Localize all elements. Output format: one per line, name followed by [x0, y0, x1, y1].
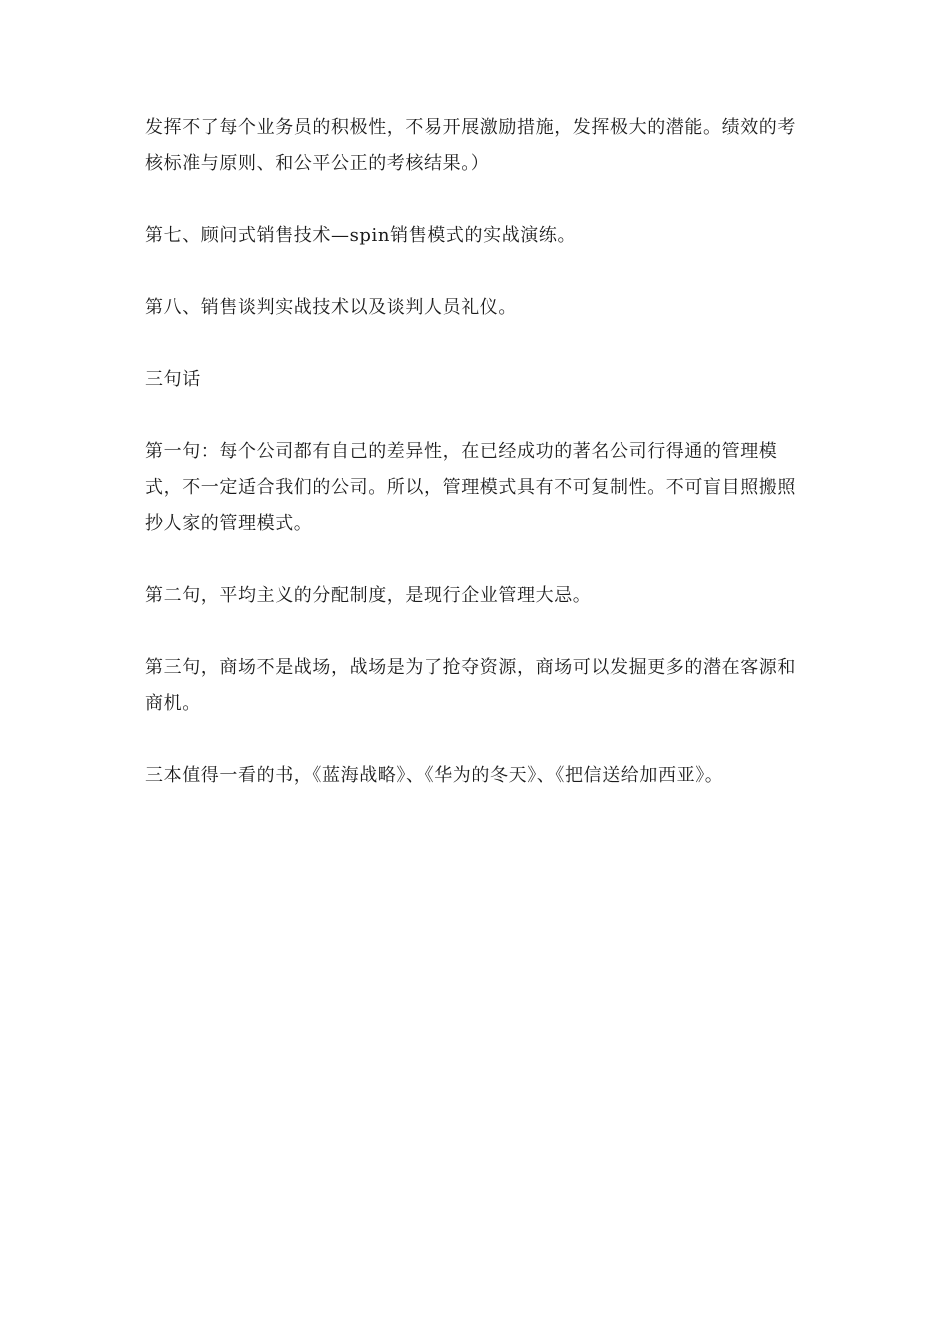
paragraph-performance-continued: 发挥不了每个业务员的积极性，不易开展激励措施，发挥极大的潜能。绩效的考核标准与原则、和公平公正的考核结果。） — [145, 117, 796, 174]
section-heading-three-sentences: 三句话 — [145, 369, 201, 390]
document-body — [145, 110, 810, 830]
paragraph-seventh-spin-selling: 第七、顾问式销售技术—spin销售模式的实战演练。 — [145, 225, 577, 246]
paragraph-eighth-negotiation: 第八、销售谈判实战技术以及谈判人员礼仪。 — [145, 297, 517, 318]
paragraph-first-sentence: 第一句：每个公司都有自己的差异性，在已经成功的著名公司行得通的管理模式，不一定适合我们的公司。所以，管理模式具有不可复制性。不可盲目照搬照抄人家的管理模式。 — [145, 441, 796, 534]
paragraph-three-books: 三本值得一看的书，《蓝海战略》、《华为的冬天》、《把信送给加西亚》。 — [145, 765, 724, 786]
paragraph-third-sentence: 第三句，商场不是战场，战场是为了抢夺资源，商场可以发掘更多的潜在客源和商机。 — [145, 657, 796, 714]
paragraph-second-sentence: 第二句，平均主义的分配制度，是现行企业管理大忌。 — [145, 585, 592, 606]
